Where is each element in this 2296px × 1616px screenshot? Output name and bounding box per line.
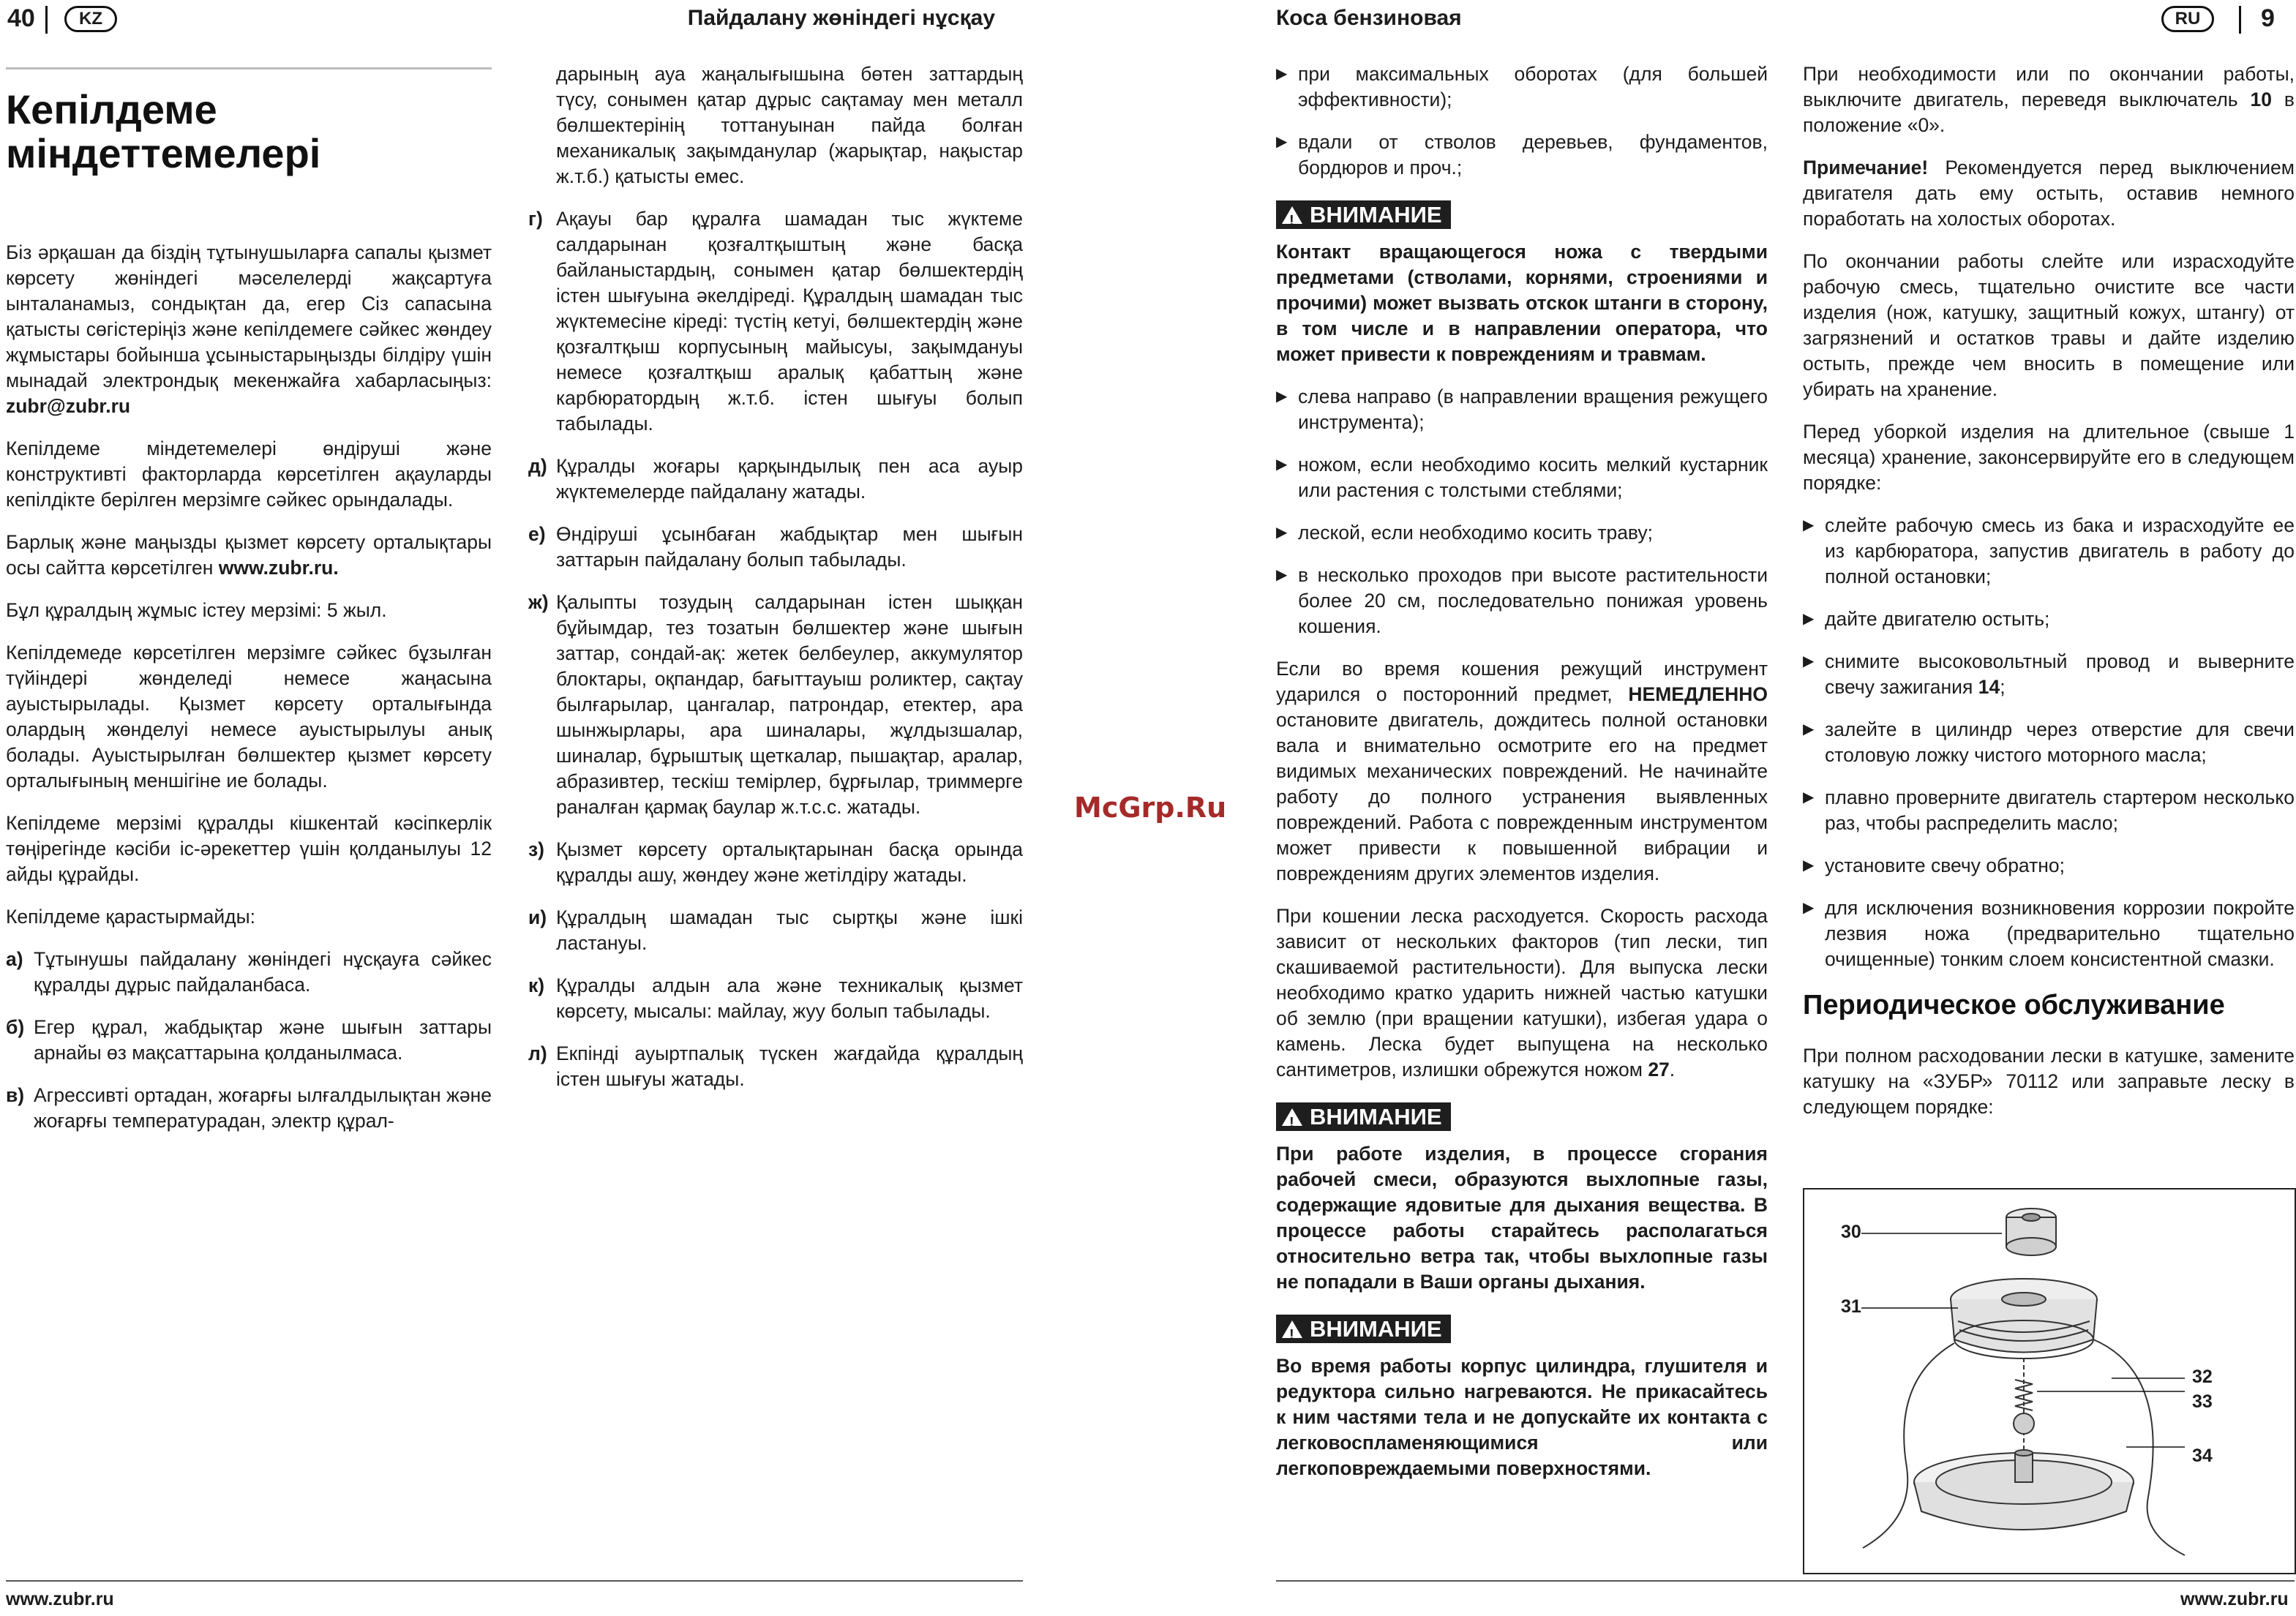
paragraph: Кепілдеме мерзімі құралды кішкентай кәсіпкерлік төңірегінде кәсіби іс-әрекеттер үшін қолданылуы 12 айды құрайды. bbox=[6, 812, 492, 885]
bullet-arrow-icon: ▶ bbox=[1276, 134, 1288, 150]
list-item: д) Құралды жоғары қарқындылық пен аса ауыр жүктемелерде пайдалану жатады. bbox=[528, 455, 1023, 503]
list-item: е) Өндіруші ұсынбаған жабдықтар мен шығын заттарын пайдалану болып табылады. bbox=[528, 523, 1023, 571]
right-column-1 bbox=[1276, 61, 1768, 1498]
list-item: б) Егер құрал, жабдықтар және шығын заттары арнайы өз мақсаттарына қолданылмаса. bbox=[6, 1016, 492, 1064]
right-column-2 bbox=[1803, 61, 2295, 1137]
trimmer-head-illustration bbox=[1804, 1190, 2295, 1573]
paragraph: Кепілдемеде көрсетілген мерзімге сәйкес бұзылған түйіндері жөнделеді немесе жаңасына ауыстырылады. Қызмет көрсету орталығында олардың жөнделуі немесе ауыстырылуы анық болады. Ауыстырылған бөлшектер қызмет көрсету орталығының меншігіне ие болады. bbox=[6, 642, 492, 792]
warning-triangle-icon: ! bbox=[1282, 1320, 1302, 1338]
bullet-item: ▶ при максимальных оборотах (для большей эффективности); bbox=[1276, 61, 1768, 113]
paragraph: При полном расходовании лески в катушке, замените катушку на «ЗУБР» 70112 или заправьте леску в следующем порядке: bbox=[1803, 1045, 2295, 1118]
guarantee-heading-line1: Кепілдеме bbox=[6, 86, 217, 132]
bullet-arrow-icon: ▶ bbox=[1276, 388, 1288, 405]
paragraph: Барлық және маңызды қызмет көрсету орталықтары осы сайтта көрсетілген www.zubr.ru. bbox=[6, 531, 492, 579]
list-item: л) Екпінді ауыртпалық түскен жағдайда құралдың істен шығуы жатады. bbox=[528, 1042, 1023, 1090]
list-item: и) Құралдың шамадан тыс сыртқы және ішкі ластануы. bbox=[528, 906, 1023, 954]
left-page-number: 40 bbox=[7, 4, 35, 32]
left-header-title: Пайдалану жөніндегі нұсқау bbox=[687, 6, 995, 30]
bullet-arrow-icon: ▶ bbox=[1803, 517, 1815, 533]
spool-figure bbox=[1803, 1188, 2296, 1574]
warning-text: При работе изделия, в процессе сгорания рабочей смеси, образуются выхлопные газы, содержащие ядовитые для дыхания вещества. В процессе работы старайтесь располагаться относительно ветра так, чтобы выхлопные газы не попадали в Ваши органы дыхания. bbox=[1276, 1143, 1768, 1293]
right-footer-rule bbox=[1276, 1580, 2295, 1582]
right-page-number: 9 bbox=[2261, 4, 2275, 32]
bullet-item: ▶ для исключения возникновения коррозии покройте лезвия ножа (предварительно тщательно очищенные) тонким слоем консистентной смазки. bbox=[1803, 895, 2295, 972]
bullet-item: ▶ леской, если необходимо косить траву; bbox=[1276, 520, 1768, 546]
warning-badge: ! ВНИМАНИЕ bbox=[1276, 1102, 1451, 1131]
watermark: McGrp.Ru bbox=[1074, 792, 1227, 824]
bullet-arrow-icon: ▶ bbox=[1276, 525, 1288, 541]
left-footer-url[interactable]: www.zubr.ru bbox=[6, 1589, 114, 1609]
warning-text: Контакт вращающегося ножа с твердыми предметами (стволами, корнями, строениями и прочими) может вызвать отскок штанги в сторону, в том числе и в направлении оператора, что может привести к повреждениям и травмам. bbox=[1276, 241, 1768, 365]
left-header-divider bbox=[45, 6, 48, 34]
paragraph: Бұл құралдың жұмыс істеу мерзімі: 5 жыл. bbox=[6, 599, 387, 621]
bullet-item: ▶ залейте в цилиндр через отверстие для свечи столовую ложку чистого моторного масла; bbox=[1803, 717, 2295, 768]
callout-33: 33 bbox=[2192, 1391, 2213, 1412]
paragraph: Біз әрқашан да біздің тұтынушыларға сапалы қызмет көрсету жөніндегі мәселелерді жақсартуға ынталанамыз, сондықтан да, егер Сіз сапасына қатысты сөгістеріңіз және кепілдемеге сәйкес жөндеу жұмыстары бойынша ұсыныстарыңызды білдіру үшін мынадай электрондық мекенжайға хабарласыңыз: zubr@zubr.ru bbox=[6, 241, 492, 417]
callout-34: 34 bbox=[2192, 1446, 2213, 1466]
list-item: з) Қызмет көрсету орталықтарынан басқа орында құралды ашу, жөндеу және жетілдіру жатады. bbox=[528, 838, 1023, 886]
bullet-item: ▶ дайте двигателю остыть; bbox=[1803, 606, 2295, 632]
warning-badge: ! ВНИМАНИЕ bbox=[1276, 200, 1451, 229]
left-footer-rule bbox=[6, 1580, 1023, 1582]
left-column-2 bbox=[528, 61, 1023, 1109]
contact-email[interactable]: zubr@zubr.ru bbox=[6, 395, 131, 417]
left-lang-badge: KZ bbox=[64, 6, 117, 32]
bullet-arrow-icon: ▶ bbox=[1803, 611, 1815, 627]
warning-text: Во время работы корпус цилиндра, глушителя и редуктора сильно нагреваются. Не прикасайтесь к ним частями тела и не допускайте их контакта с легковоспламеняющимися или легкоповреждаемыми поверхностями. bbox=[1276, 1355, 1768, 1479]
paragraph: Перед уборкой изделия на длительное (свыше 1 месяца) хранение, законсервируйте его в следующем порядке: bbox=[1803, 421, 2295, 494]
bullet-item: ▶ слейте рабочую смесь из бака и израсходуйте ее из карбюратора, запустив двигатель в работу до полной остановки; bbox=[1803, 513, 2295, 590]
list-item: к) Құралды алдын ала және техникалық қызмет көрсету, мысалы: майлау, жуу болып табылады. bbox=[528, 974, 1023, 1022]
paragraph: При кошении леска расходуется. Скорость расхода зависит от нескольких факторов (тип лески, тип скашиваемой растительности). Для выпуска лески необходимо кратко ударить нижней частью катушки об землю (при вращении катушки), избегая удара о камень. Леска будет выпущена на несколько сантиметров, излишки обрежутся ножом 27. bbox=[1276, 905, 1768, 1081]
list-item: в) Агрессивті ортадан, жоғарғы ылғалдылықтан және жоғарғы температурадан, электр құрал- bbox=[6, 1084, 492, 1132]
section-heading: Периодическое обслуживание bbox=[1803, 990, 2225, 1021]
bullet-item: ▶ установите свечу обратно; bbox=[1803, 853, 2295, 879]
bullet-item: ▶ вдали от стволов деревьев, фундаментов, бордюров и проч.; bbox=[1276, 129, 1768, 181]
bullet-arrow-icon: ▶ bbox=[1276, 456, 1288, 473]
paragraph: При необходимости или по окончании работы, выключите двигатель, переведя выключатель 10 в положение «0». bbox=[1803, 63, 2295, 136]
bullet-item: ▶ снимите высоковольтный провод и выверните свечу зажигания 14; bbox=[1803, 649, 2295, 700]
right-header-divider bbox=[2239, 6, 2241, 34]
right-header-title: Коса бензиновая bbox=[1276, 6, 1462, 30]
bullet-item: ▶ ножом, если необходимо косить мелкий кустарник или растения с толстыми стеблями; bbox=[1276, 452, 1768, 503]
bullet-arrow-icon: ▶ bbox=[1803, 789, 1815, 805]
left-heading-rule bbox=[6, 67, 492, 69]
paragraph: дарының ауа жаңалығышына бөтен заттардың түсу, сонымен қатар дұрыс сақтамау мен металл бөлшектерінің тоттануынан пайда болған механикалық зақымданулар (жарықтар, нақыстар ж.т.б.) қатысты емес. bbox=[556, 63, 1023, 187]
bullet-arrow-icon: ▶ bbox=[1803, 721, 1815, 737]
bullet-arrow-icon: ▶ bbox=[1803, 653, 1815, 669]
bullet-arrow-icon: ▶ bbox=[1803, 900, 1815, 916]
list-item: ж) Қалыпты тозудың салдарынан істен шыққан бұйымдар, тез тозатын бөлшектер және шығын заттар, сондай-ақ: жетек белбеулер, аккумулятор блоктары, оқпандар, бағыттауыш роликтер, сақтау былғарылар, цангалар, патрондар, етектер, ара шынжырлары, ара шиналары, жұлдызшалар, шиналар, бұрыштық щеткалар, пышақтар, аралар, абразивтер, тескіш темірлер, бұрғылар, триммерге раналған қармақ баулар ж.т.с.с. жатады. bbox=[528, 591, 1023, 818]
bullet-item: ▶ в несколько проходов при высоте растительности более 20 см, последовательно понижая уровень кошения. bbox=[1276, 563, 1768, 639]
bullet-item: ▶ слева направо (в направлении вращения режущего инструмента); bbox=[1276, 384, 1768, 435]
guarantee-heading bbox=[6, 88, 503, 176]
bullet-arrow-icon: ▶ bbox=[1276, 567, 1288, 583]
note-paragraph: Примечание! Рекомендуется перед выключением двигателя дать ему остыть, оставив немного поработать на холостых оборотах. bbox=[1803, 157, 2295, 230]
warning-badge: ! ВНИМАНИЕ bbox=[1276, 1315, 1451, 1343]
bullet-arrow-icon: ▶ bbox=[1803, 857, 1815, 873]
list-item: а) Тұтынушы пайдалану жөніндегі нұсқауға сәйкес құралды дұрыс пайдаланбаса. bbox=[6, 948, 492, 996]
paragraph: Кепілдеме міндетемелері өндіруші және конструктивті факторларда көрсетілген ақауларды кепілдікте берілген мерзімге сәйкес орындалады. bbox=[6, 437, 492, 511]
callout-32: 32 bbox=[2192, 1367, 2213, 1387]
list-item: г) Ақауы бар құралға шамадан тыс жүктеме салдарынан қозғалтқыштың және басқа байланыстардың, сонымен қатар бөлшектердің істен шығуына әкелдіреді. Құралдың шамадан тыс жүктемесіне кіреді: түстің кетуі, бөлшектердің және қозғалтқыш корпусының майысуы, зақымдануы немесе қозғалтқыш аралық қабаттың және карбюратордың ж.т.б. істен шығуы болып табылады. bbox=[528, 208, 1023, 435]
site-link[interactable]: www.zubr.ru. bbox=[218, 557, 339, 579]
right-footer-url[interactable]: www.zubr.ru bbox=[2180, 1589, 2289, 1609]
guarantee-heading-line2: міндеттемелері bbox=[6, 130, 321, 176]
warning-triangle-icon: ! bbox=[1282, 206, 1302, 224]
bullet-arrow-icon: ▶ bbox=[1276, 66, 1288, 82]
bullet-item: ▶ плавно проверните двигатель стартером несколько раз, чтобы распределить масло; bbox=[1803, 785, 2295, 836]
paragraph: Если во время кошения режущий инструмент ударился о посторонний предмет, НЕМЕДЛЕННО остановите двигатель, дождитесь полной остановки вала и внимательно осмотрите его на предмет видимых механических повреждений. Не начинайте работу до полного устранения выявленных повреждений. Работа с поврежденным инструментом может привести к повышенной вибрации и повреждениям других элементов изделия. bbox=[1276, 658, 1768, 884]
callout-30: 30 bbox=[1841, 1222, 1861, 1242]
left-column-1 bbox=[6, 240, 492, 1151]
warning-triangle-icon: ! bbox=[1282, 1108, 1302, 1126]
right-lang-badge: RU bbox=[2161, 6, 2214, 32]
paragraph: По окончании работы слейте или израсходуйте рабочую смесь, тщательно очистите все части изделия (нож, катушку, защитный кожух, штангу) от загрязнений и остатков травы и дайте изделию остыть, прежде чем вносить в помещение или убирать на хранение. bbox=[1803, 250, 2295, 400]
callout-31: 31 bbox=[1841, 1296, 1861, 1317]
paragraph: Кепілдеме қарастырмайды: bbox=[6, 906, 256, 928]
